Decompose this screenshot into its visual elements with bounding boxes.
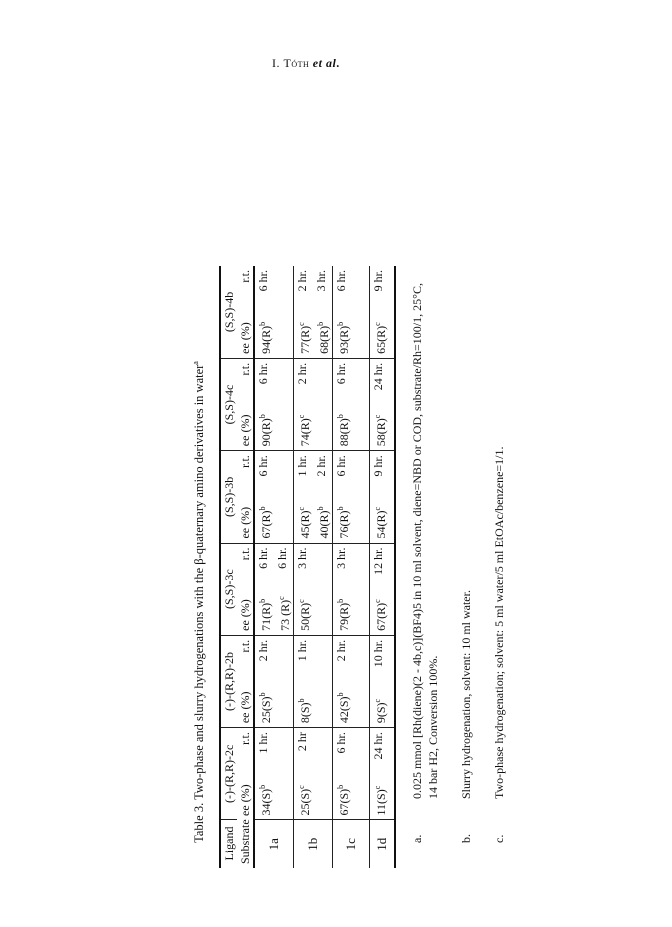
corner-header: [220, 820, 254, 868]
result-cell: [254, 451, 294, 543]
ee-footnote-mark: b: [258, 321, 267, 326]
result-cell: [294, 728, 333, 820]
ee-footnote-mark: b: [336, 321, 345, 326]
ligand-header: (S,S)-4b: [220, 266, 237, 358]
result-entry: [275, 548, 292, 631]
rotated-table-page: [183, 270, 513, 927]
ee-value: 88(R): [337, 418, 351, 447]
footnote: [409, 283, 441, 843]
reaction-time: 10 hr.: [371, 639, 385, 668]
ee-footnote-mark: b: [258, 598, 267, 603]
result-entry: [334, 455, 351, 538]
ee-footnote-mark: c: [297, 414, 306, 419]
reaction-time: 9 hr.: [371, 455, 385, 477]
result-cell: [333, 266, 370, 358]
subheader: ee (%) r.t.: [237, 635, 254, 727]
table-row: [333, 266, 370, 868]
ee-footnote-mark: b: [316, 506, 325, 511]
result-cell: [254, 728, 294, 820]
result-cell: [254, 543, 294, 635]
reaction-time: 6 hr.: [256, 362, 270, 385]
result-entry: [256, 363, 273, 446]
subheader: ee (%) r.t.: [237, 543, 254, 635]
result-entry: [295, 455, 312, 538]
ee-value: 42(S): [337, 696, 351, 724]
result-entry: [371, 732, 388, 815]
result-cell: [370, 543, 396, 635]
footnote-label: b.: [459, 834, 473, 843]
reaction-time: 2 hr.: [334, 639, 348, 662]
reaction-time: 1 hr.: [295, 455, 309, 477]
header-etal: et al: [312, 56, 337, 70]
running-header: [272, 56, 340, 71]
ee-footnote-mark: c: [297, 599, 306, 603]
footnote-label: c.: [492, 834, 506, 843]
substrate-cell: 1a: [254, 820, 294, 868]
ee-value: 90(R): [259, 418, 273, 447]
substrate-cell: 1d: [370, 820, 396, 868]
ligand-header: (-)-(R,R)-2b: [220, 635, 237, 727]
ee-value: 54(R): [374, 510, 388, 539]
footnote: [491, 283, 507, 843]
ee-value: 74(R): [298, 418, 312, 447]
result-cell: [333, 728, 370, 820]
ee-footnote-mark: b: [336, 784, 345, 789]
result-entry: [256, 455, 273, 538]
reaction-time: 6 hr.: [334, 455, 348, 477]
reaction-time: 6 hr.: [334, 732, 348, 754]
ee-footnote-mark: c: [373, 785, 382, 790]
reaction-time: 2 hr.: [295, 362, 309, 385]
ee-footnote-mark: b: [336, 414, 345, 419]
ligand-label: Ligand: [222, 826, 236, 861]
ee-footnote-mark: b: [258, 414, 267, 419]
footnote-text: 0.025 mmol [Rh(diene)(2 - 4b,c)](BF4)5 in 10 ml solvent, diene=NBD or COD, substrate/Rh=100/1, 25°C, 14 bar H2, Conversion 100%.: [410, 283, 440, 799]
result-cell: [333, 358, 370, 450]
result-entry: [334, 640, 351, 723]
ee-value: 34(S): [259, 788, 273, 816]
result-entry: [295, 732, 312, 815]
ee-value: 25(S): [298, 788, 312, 816]
reaction-time: 6 hr.: [256, 455, 270, 477]
result-cell: [370, 358, 396, 450]
subheader: ee (%) r.t.: [237, 451, 254, 543]
ee-value: 50(R): [298, 602, 312, 631]
ee-footnote-mark: c: [373, 322, 382, 326]
reaction-time: 2 hr.: [314, 455, 328, 477]
ee-value: 9(S): [374, 702, 388, 724]
ee-value: 73 (R): [278, 599, 292, 631]
result-cell: [294, 635, 333, 727]
result-entry: [295, 640, 312, 723]
substrate-cell: 1c: [333, 820, 370, 868]
ee-footnote-mark: c: [373, 414, 382, 419]
reaction-time: 1 hr.: [295, 639, 309, 662]
ee-value: 58(R): [374, 418, 388, 447]
result-entry: [314, 270, 331, 354]
reaction-time: 2 hr.: [295, 270, 309, 292]
ee-footnote-mark: c: [373, 698, 382, 703]
subheader: ee (%) r.t.: [237, 728, 254, 820]
header-author: Tóth: [283, 56, 310, 70]
footnotes: [409, 283, 524, 843]
ee-value: 25(S): [259, 696, 273, 724]
result-cell: [294, 543, 333, 635]
ee-footnote-mark: b: [258, 506, 267, 511]
reaction-time: 3 hr.: [295, 547, 309, 569]
result-entry: [295, 270, 312, 354]
table-row: [254, 266, 294, 868]
result-cell: [370, 451, 396, 543]
table-caption-sup: a: [191, 361, 200, 365]
table-row: [294, 266, 333, 868]
reaction-time: 6 hr.: [334, 270, 348, 292]
ee-footnote-mark: b: [336, 598, 345, 603]
table-caption-text: Table 3. Two-phase and slurry hydrogenations with the β-quaternary amino derivatives in water: [192, 364, 207, 843]
reaction-time: 9 hr.: [371, 270, 385, 292]
result-entry: [371, 455, 388, 538]
ee-value: 67(R): [259, 510, 273, 539]
reaction-time: 2 hr.: [256, 639, 270, 662]
result-entry: [256, 548, 273, 631]
ee-value: 45(R): [298, 510, 312, 539]
result-entry: [295, 548, 312, 631]
ee-value: 71(R): [259, 602, 273, 631]
result-cell: [254, 266, 294, 358]
ee-value: 8(S): [298, 702, 312, 724]
result-cell: [370, 266, 396, 358]
ligand-header: (S,S)-4c: [220, 358, 237, 450]
reaction-time: 1 hr.: [256, 732, 270, 754]
reaction-time: 12 hr.: [371, 547, 385, 575]
ee-value: 65(R): [374, 325, 388, 354]
ee-value: 40(R): [317, 510, 331, 539]
ligand-header: (S,S)-3c: [220, 543, 237, 635]
ee-footnote-mark: c: [297, 322, 306, 326]
ee-footnote-mark: c: [373, 506, 382, 511]
ee-value: 67(S): [337, 788, 351, 816]
result-entry: [334, 270, 351, 354]
ligand-header: (S,S)-3b: [220, 451, 237, 543]
result-cell: [254, 635, 294, 727]
ee-footnote-mark: b: [336, 692, 345, 697]
table-caption: [191, 277, 207, 927]
result-entry: [256, 732, 273, 815]
subheader: ee (%) r.t.: [237, 266, 254, 358]
ee-footnote-mark: c: [297, 785, 306, 789]
ee-value: 11(S): [374, 789, 388, 816]
result-entry: [371, 548, 388, 631]
result-entry: [295, 363, 312, 446]
substrate-label: Substrate: [238, 819, 252, 864]
reaction-time: 24 hr.: [371, 732, 385, 760]
ee-footnote-mark: b: [258, 692, 267, 697]
result-entry: [334, 363, 351, 446]
result-entry: [371, 270, 388, 354]
table-row: [370, 266, 396, 868]
reaction-time: 24 hr.: [371, 362, 385, 391]
footnote-text: Slurry hydrogenation, solvent: 10 ml water.: [459, 590, 473, 799]
result-entry: [256, 270, 273, 354]
result-cell: [294, 266, 333, 358]
footnote-label: a.: [410, 834, 424, 843]
result-entry: [314, 455, 331, 538]
result-cell: [254, 358, 294, 450]
ee-footnote-mark: b: [297, 698, 306, 703]
reaction-time: 6 hr.: [256, 270, 270, 292]
result-entry: [334, 548, 351, 631]
reaction-time: 6 hr.: [275, 547, 289, 569]
result-cell: [333, 451, 370, 543]
ee-footnote-mark: c: [277, 596, 286, 600]
reaction-time: 2 hr: [295, 732, 309, 752]
ee-value: 79(R): [337, 602, 351, 631]
result-entry: [256, 640, 273, 723]
ligand-header: (-)-(R,R)-2c: [220, 728, 237, 820]
ee-value: 67(R): [374, 602, 388, 631]
header-period: .: [336, 56, 340, 70]
reaction-time: 3 hr.: [334, 547, 348, 569]
result-entry: [371, 363, 388, 446]
result-cell: [294, 451, 333, 543]
ee-footnote-mark: c: [373, 599, 382, 603]
ee-value: 68(R): [317, 325, 331, 354]
results-table: [219, 266, 396, 868]
ee-value: 94(R): [259, 325, 273, 354]
ee-footnote-mark: b: [316, 321, 325, 326]
ee-footnote-mark: b: [258, 784, 267, 789]
reaction-time: 6 hr.: [256, 547, 270, 569]
result-cell: [370, 635, 396, 727]
result-entry: [371, 640, 388, 723]
result-cell: [370, 728, 396, 820]
ee-footnote-mark: c: [297, 506, 306, 511]
ee-value: 76(R): [337, 510, 351, 539]
ee-footnote-mark: b: [336, 506, 345, 511]
footnote-text: Two-phase hydrogenation; solvent: 5 ml water/5 ml EtOAc/benzene=1/1.: [492, 446, 506, 799]
result-cell: [294, 358, 333, 450]
table-body: [254, 266, 395, 868]
reaction-time: 6 hr.: [334, 362, 348, 385]
ee-value: 77(R): [298, 325, 312, 354]
header-initial: I.: [272, 56, 280, 70]
footnote: [458, 283, 474, 843]
result-cell: [333, 635, 370, 727]
ee-value: 93(R): [337, 325, 351, 354]
result-entry: [334, 732, 351, 815]
result-cell: [333, 543, 370, 635]
subheader: ee (%) r.t.: [237, 358, 254, 450]
substrate-cell: 1b: [294, 820, 333, 868]
reaction-time: 3 hr.: [314, 270, 328, 292]
